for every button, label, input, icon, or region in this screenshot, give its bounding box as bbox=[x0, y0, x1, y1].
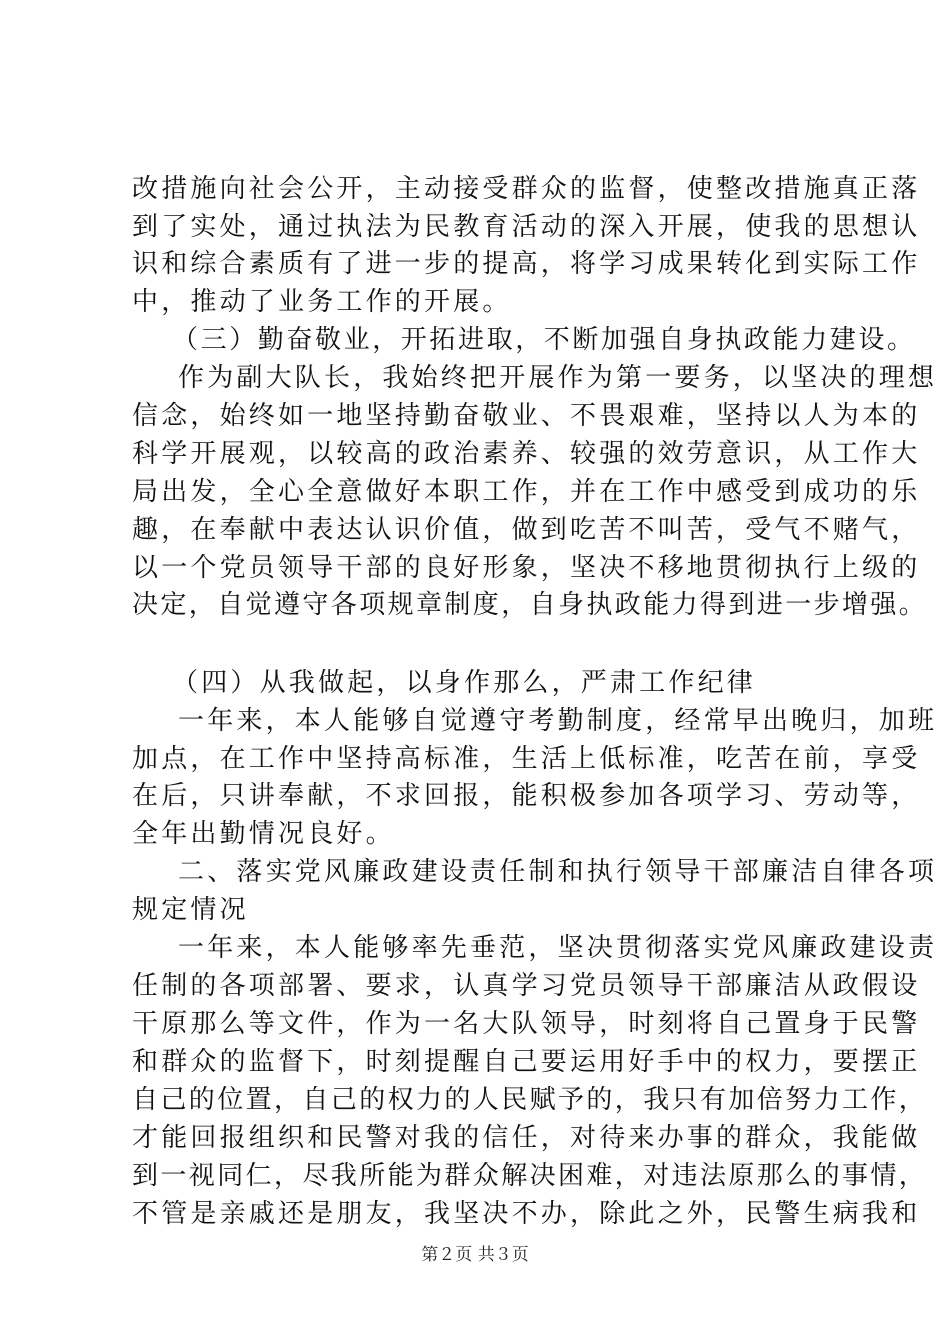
text-line: 任制的各项部署、要求，认真学习党员领导干部廉洁从政假设 bbox=[132, 971, 921, 1001]
text-line: 和群众的监督下，时刻提醒自己要运用好手中的权力，要摆正 bbox=[132, 1047, 921, 1077]
section-heading: 规定情况 bbox=[132, 895, 249, 925]
text-line: 局出发，全心全意做好本职工作，并在工作中感受到成功的乐 bbox=[132, 477, 921, 507]
section-heading: （三）勤奋敬业，开拓进取，不断加强自身执政能力建设。 bbox=[172, 325, 916, 355]
text-line: 中，推动了业务工作的开展。 bbox=[132, 287, 512, 317]
text-line: 全年出勤情况良好。 bbox=[132, 819, 395, 849]
section-heading: 二、落实党风廉政建设责任制和执行领导干部廉洁自律各项 bbox=[178, 857, 938, 887]
page-footer: 第２页 共３页 bbox=[421, 1245, 529, 1265]
text-line: 自己的位置，自己的权力的人民赋予的，我只有加倍努力工作， bbox=[132, 1085, 928, 1115]
section-heading: （四）从我做起，以身作那么，严肃工作纪律 bbox=[172, 668, 757, 698]
text-line: 识和综合素质有了进一步的提高，将学习成果转化到实际工作 bbox=[132, 249, 921, 279]
text-line: 才能回报组织和民警对我的信任，对待来办事的群众，我能做 bbox=[132, 1123, 921, 1153]
text-line: 到了实处，通过执法为民教育活动的深入开展，使我的思想认 bbox=[132, 212, 921, 242]
text-line: 干原那么等文件，作为一名大队领导，时刻将自己置身于民警 bbox=[132, 1009, 921, 1039]
text-line: 作为副大队长，我始终把开展作为第一要务，以坚决的理想 bbox=[178, 363, 938, 393]
text-line: 趣，在奉献中表达认识价值，做到吃苦不叫苦，受气不赌气， bbox=[132, 515, 921, 545]
text-line: 以一个党员领导干部的良好形象，坚决不移地贯彻执行上级的 bbox=[132, 553, 921, 583]
text-line: 信念，始终如一地坚持勤奋敬业、不畏艰难，坚持以人为本的 bbox=[132, 401, 921, 431]
text-line: 一年来，本人能够自觉遵守考勤制度，经常早出晚归，加班 bbox=[178, 706, 938, 736]
text-line: 在后，只讲奉献，不求回报，能积极参加各项学习、劳动等， bbox=[132, 781, 921, 811]
text-line: 决定，自觉遵守各项规章制度，自身执政能力得到进一步增强。 bbox=[132, 590, 928, 620]
text-line: 不管是亲戚还是朋友，我坚决不办，除此之外，民警生病我和 bbox=[132, 1199, 921, 1229]
text-line: 加点，在工作中坚持高标准，生活上低标准，吃苦在前，享受 bbox=[132, 744, 921, 774]
text-line: 一年来，本人能够率先垂范，坚决贯彻落实党风廉政建设责 bbox=[178, 933, 938, 963]
text-line: 改措施向社会公开，主动接受群众的监督，使整改措施真正落 bbox=[132, 174, 921, 204]
text-line: 科学开展观，以较高的政治素养、较强的效劳意识，从工作大 bbox=[132, 439, 921, 469]
text-line: 到一视同仁，尽我所能为群众解决困难，对违法原那么的事情， bbox=[132, 1161, 928, 1191]
